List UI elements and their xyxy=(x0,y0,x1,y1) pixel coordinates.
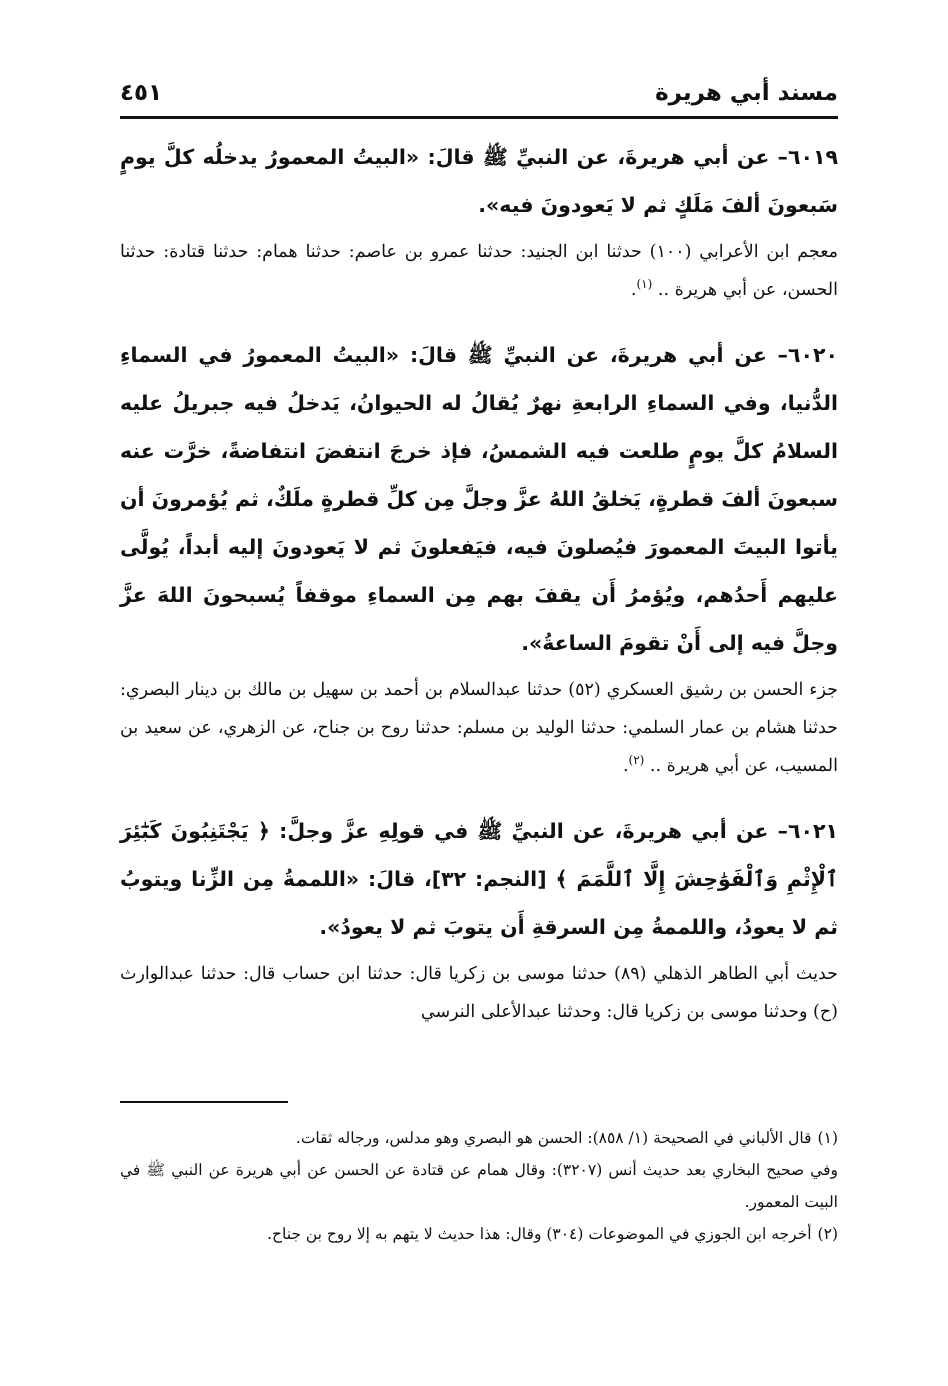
source-text: جزء الحسن بن رشيق العسكري (٥٢) حدثنا عبدالسلام بن أحمد بن سهيل بن مالك بن دينار البصري: حدثنا هشام بن عمار السلمي: حدثنا الوليد بن مسلم: حدثنا روح بن جناح، عن الزهري، عن سعيد بن المسيب، عن أبي هريرة .. xyxy=(120,680,838,776)
source-6019: معجم ابن الأعرابي (١٠٠) حدثنا ابن الجنيد: حدثنا عمرو بن عاصم: حدثنا همام: حدثنا قتادة: حدثنا الحسن، عن أبي هريرة .. $^{(١)}$. xyxy=(120,242,839,300)
footnote-1 xyxy=(120,1122,838,1154)
page-body xyxy=(120,133,838,1031)
footnote-ref: (٢) xyxy=(628,753,645,768)
footnote-text: أخرجه ابن الجوزي في الموضوعات (٣٠٤) وقال: هذا حديث لا يتهم به إلا روح بن جناح. xyxy=(267,1225,812,1243)
source-6020: جزء الحسن بن رشيق العسكري (٥٢) حدثنا عبدالسلام بن أحمد بن سهيل بن مالك بن دينار البصري: حدثنا هشام بن عمار السلمي: حدثنا الوليد بن مسلم: حدثنا روح بن جناح، عن الزهري، عن سعيد بن المسيب، عن أبي هريرة .. $^{(٢)}$. xyxy=(120,680,838,776)
running-header xyxy=(120,70,838,119)
footnote-number: (١) xyxy=(817,1129,838,1147)
source-6021 xyxy=(120,955,838,1031)
page-number: ٤٥١ xyxy=(120,80,163,106)
hadith-6019: ٦٠١٩– عن أبي هريرةَ، عن النبيِّ ﷺ قالَ: «البيتُ المعمورُ يدخلُه كلَّ يومٍ سَبعونَ ألفَ مَلَكٍ ثم لا يَعودونَ فيه». xyxy=(120,145,838,217)
hadith-6020: ٦٠٢٠– عن أبي هريرةَ، عن النبيِّ ﷺ قالَ: «البيتُ المعمورُ في السماءِ الدُّنيا، وفي السماءِ الرابعةِ نهرٌ يُقالُ له الحيوانُ، يَدخلُ فيه جبريلُ عليه السلامُ كلَّ يومٍ طلعت فيه الشمسُ، فإذ خرجَ انتفضَ انتفاضةً، خرَّت عنه سبعونَ ألفَ قطرةٍ، يَخلقُ اللهُ عزَّ وجلَّ مِن كلِّ قطرةٍ ملَكٌ، ثم يُؤمرونَ أن يأتوا البيتَ المعمورَ فيُصلونَ فيه، فيَفعلونَ ثم لا يَعودونَ إليه أبداً، يُولَّى عليهم أَحدُهم، ويُؤمرُ أَن يقفَ بهم مِن السماءِ موقفاً يُسبحونَ اللهَ عزَّ وجلَّ فيه إلى أَنْ تقومَ الساعةُ». xyxy=(120,343,838,655)
book-title: مسند أبي هريرة xyxy=(655,80,838,106)
source-text: حديث أبي الطاهر الذهلي (٨٩) حدثنا موسى بن زكريا قال: حدثنا ابن حساب قال: حدثنا عبدالوارث (ح) وحدثنا موسى بن زكريا قال: وحدثنا عبدالأعلى النرسي xyxy=(120,964,838,1022)
footnote-number: (٢) xyxy=(817,1225,838,1243)
footnote-text: قال الألباني في الصحيحة (١/ ٨٥٨): الحسن هو البصري وهو مدلس، ورجاله ثقات. xyxy=(295,1129,812,1147)
footnote-1-continuation: وفي صحيح البخاري بعد حديث أنس (٣٢٠٧): وقال همام عن قتادة عن الحسن عن أبي هريرة عن النبي ﷺ في البيت المعمور. xyxy=(120,1161,839,1211)
footnotes xyxy=(120,1122,838,1250)
footnote-separator xyxy=(120,1101,288,1103)
book-page xyxy=(120,70,838,1053)
hadith-6021: ٦٠٢١– عن أبي هريرةَ، عن النبيِّ ﷺ في قولِهِ عزَّ وجلَّ: ﴿ يَجْتَنِبُونَ كَبَٰٓئِرَ ٱلْإِثْمِ وَٱلْفَوَٰحِشَ إِلَّا ٱللَّمَمَ ﴾ [النجم: ٣٢]، قالَ: «اللممةُ مِن الزِّنا ويتوبُ ثم لا يعودُ، واللممةُ مِن السرقةِ أَن يتوبَ ثم لا يعودُ». xyxy=(120,819,838,939)
source-text: معجم ابن الأعرابي (١٠٠) حدثنا ابن الجنيد: حدثنا عمرو بن عاصم: حدثنا همام: حدثنا قتادة: حدثنا الحسن، عن أبي هريرة .. xyxy=(120,242,839,300)
footnote-2 xyxy=(120,1218,838,1250)
footnote-ref: (١) xyxy=(636,277,653,292)
